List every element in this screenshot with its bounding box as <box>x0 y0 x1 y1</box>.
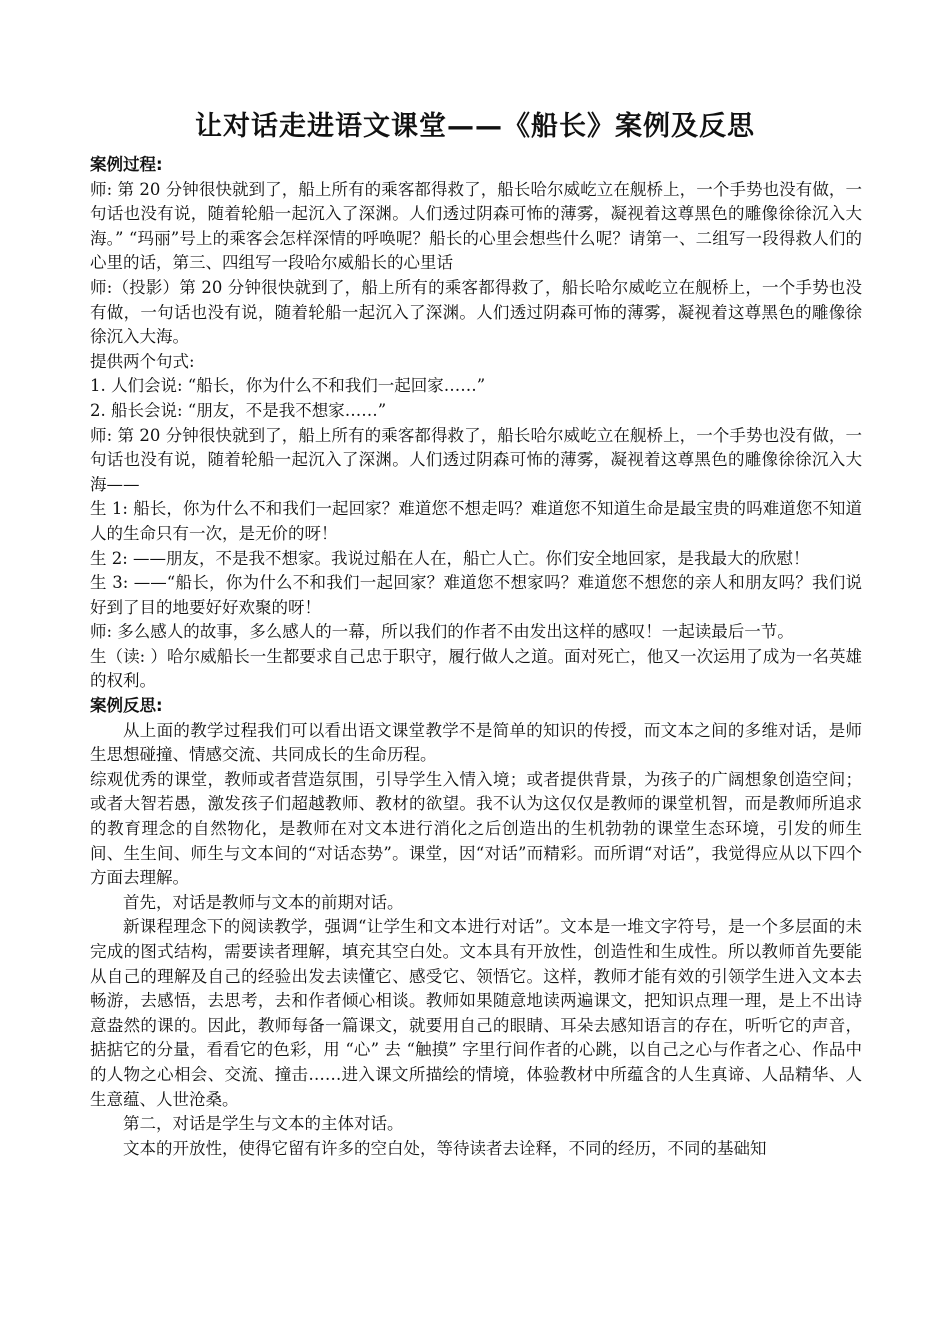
section-heading: 案例过程: <box>90 155 163 174</box>
paragraph: 从上面的教学过程我们可以看出语文课堂教学不是简单的知识的传授，而文本之间的多维对话，是师生思想碰撞、情感交流、共同成长的生命历程。 <box>90 720 862 765</box>
paragraph: 提供两个句式: <box>90 351 195 371</box>
paragraph: 综观优秀的课堂，教师或者营造氛围，引导学生入情入境；或者提供背景，为孩子的广阔想象创造空间；或者大智若愚，激发孩子们超越教师、教材的欲望。我不认为这仅仅是教师的课堂机智，而是教师所追求的教育理念的自然物化，是教师在对文本进行消化之后创造出的生机勃勃的课堂生态环境，引发的师生间、生生间、师生与文本间的“对话态势”。课堂，因“对话”而精彩。而所谓“对话”，我觉得应从以下四个方面去理解。 <box>90 769 862 888</box>
paragraph: 生 2: ——朋友，不是我不想家。我说过船在人在，船亡人亡。你们安全地回家，是我最大的欣慰！ <box>90 548 810 568</box>
paragraph: 文本的开放性，使得它留有许多的空白处，等待读者去诠释，不同的经历，不同的基础知 <box>123 1138 767 1158</box>
paragraph: 第二，对话是学生与文本的主体对话。 <box>123 1114 404 1134</box>
paragraph: 生 1: 船长，你为什么不和我们一起回家？难道您不想走吗？难道您不知道生命是最宝贵的吗难道您不知道人的生命只有一次，是无价的呀！ <box>90 499 862 543</box>
paragraph: 生（读: ）哈尔威船长一生都要求自己忠于职守，履行做人之道。面对死亡，他又一次运用了成为一名英雄的权利。 <box>90 646 862 691</box>
paragraph: 2. 船长会说: “朋友，不是我不想家……” <box>90 400 387 420</box>
paragraph: 师: 第 20 分钟很快就到了，船上所有的乘客都得救了，船长哈尔威屹立在舰桥上，一个手势也没有做，一句话也没有说，随着轮船一起沉入了深渊。人们透过阴森可怖的薄雾，凝视着这尊黑色的雕像徐徐沉入大海。” “玛丽”号上的乘客会怎样深情的呼唤呢？船长的心里会想些什么呢？请第一、二组写一段得救人们的心里的话，第三、四组写一段哈尔威船长的心里话 <box>90 179 862 273</box>
paragraph: 师: 第 20 分钟很快就到了，船上所有的乘客都得救了，船长哈尔威屹立在舰桥上，一个手势也没有做，一句话也没有说，随着轮船一起沉入了深渊。人们透过阴森可怖的薄雾，凝视着这尊黑色的雕像徐徐沉入大海—— <box>90 425 862 494</box>
paragraph: 师: 多么感人的故事，多么感人的一幕，所以我们的作者不由发出这样的感叹！一起读最后一节。 <box>90 622 794 642</box>
section-heading: 案例反思: <box>90 696 163 716</box>
document-body <box>90 153 862 1161</box>
paragraph: 1. 人们会说: “船长，你为什么不和我们一起回家……” <box>90 376 486 396</box>
document-title: 让对话走进语文课堂——《船长》案例及反思 <box>195 111 755 142</box>
paragraph: 首先，对话是教师与文本的前期对话。 <box>123 892 404 912</box>
paragraph: 师:（投影）第 20 分钟很快就到了，船上所有的乘客都得救了，船长哈尔威屹立在舰桥上，一个手势也没有做，一句话也没有说，随着轮船一起沉入了深渊。人们透过阴森可怖的薄雾，凝视着这尊黑色的雕像徐徐沉入大海。 <box>90 277 862 347</box>
paragraph: 新课程理念下的阅读教学，强调“让学生和文本进行对话”。文本是一堆文字符号，是一个多层面的未完成的图式结构，需要读者理解，填充其空白处。文本具有开放性，创造性和生成性。所以教师首先要能从自己的理解及自己的经验出发去读懂它、感受它、领悟它。这样，教师才能有效的引领学生进入文本去畅游，去感悟，去思考，去和作者倾心相谈。教师如果随意地读两遍课文，把知识点理一理，是上不出诗意盎然的课的。因此，教师每备一篇课文，就要用自己的眼睛、耳朵去感知语言的存在，听听它的声音，掂掂它的分量，看看它的色彩，用 “心” 去 “触摸” 字里行间作者的心跳，以自己之心与作者之心、作品中的人物之心相会、交流、撞击……进入课文所描绘的情境，体验教材中所蕴含的人生真谛、人品精华、人生意蕴、人世沧桑。 <box>90 917 862 1109</box>
paragraph: 生 3: ——“船长，你为什么不和我们一起回家？难道您不想家吗？难道您不想您的亲人和朋友吗？我们说好到了目的地要好好欢聚的呀！ <box>90 573 862 617</box>
